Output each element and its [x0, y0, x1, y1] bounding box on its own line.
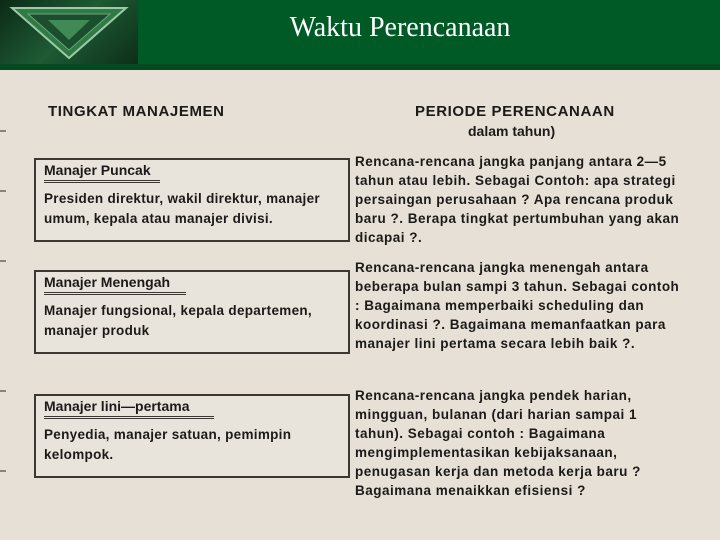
- level-description: Penyedia, manajer satuan, pemimpin kelompok.: [44, 427, 292, 462]
- plan-paragraph-mid-term: Rencana-rencana jangka menengah antara beberapa bulan sampi 3 tahun. Sebagai contoh : Bagaimana memperbaiki scheduling dan koordinasi ?. Bagaimana memanfaatkan para manajer lini pertama secara lebih baik ?.: [355, 260, 680, 351]
- plan-paragraph-long-term: Rencana-rencana jangka panjang antara 2—5 tahun atau lebih. Sebagai Contoh: apa strategi persaingan perusahaan ? Apa rencana produk baru ?. Berapa tingkat pertumbuhan yang akan dicapai ?.: [355, 154, 680, 245]
- level-box-bottom: [34, 394, 350, 478]
- right-column-subheading: dalam tahun): [468, 123, 556, 139]
- margin-mark: [0, 470, 6, 472]
- level-description: Presiden direktur, wakil direktur, manajer umum, kepala atau manajer divisi.: [44, 191, 320, 226]
- margin-mark: [0, 260, 6, 262]
- slide-header: [0, 0, 720, 64]
- plan-paragraph-short-term: Rencana-rencana jangka pendek harian, mingguan, bulanan (dari harian sampai 1 tahun). Sebagai contoh : Bagaimana mengimplementasikan kebijaksanaan, penugasan kerja dan metoda kerja baru ? Bagaimana menaikkan efisiensi ?: [355, 388, 641, 498]
- scanned-document: [0, 70, 720, 540]
- level-description: Manajer fungsional, kepala departemen, manajer produk: [44, 303, 312, 338]
- title-underline: [44, 416, 214, 419]
- level-title: Manajer Puncak: [44, 162, 151, 178]
- level-box-middle: [34, 270, 350, 354]
- title-underline: [44, 180, 160, 183]
- left-column-heading: TINGKAT MANAJEMEN: [48, 103, 225, 120]
- triangle-emblem-icon: [8, 6, 130, 60]
- margin-mark: [0, 390, 6, 392]
- level-title: Manajer lini—pertama: [44, 398, 190, 414]
- level-box-top: [34, 158, 350, 242]
- slide-title: Waktu Perencanaan: [289, 12, 511, 43]
- margin-mark: [0, 130, 6, 132]
- margin-mark: [0, 190, 6, 192]
- level-title: Manajer Menengah: [44, 274, 171, 290]
- logo: [0, 0, 138, 64]
- title-underline: [44, 292, 186, 295]
- right-column-heading: PERIODE PERENCANAAN: [415, 103, 615, 120]
